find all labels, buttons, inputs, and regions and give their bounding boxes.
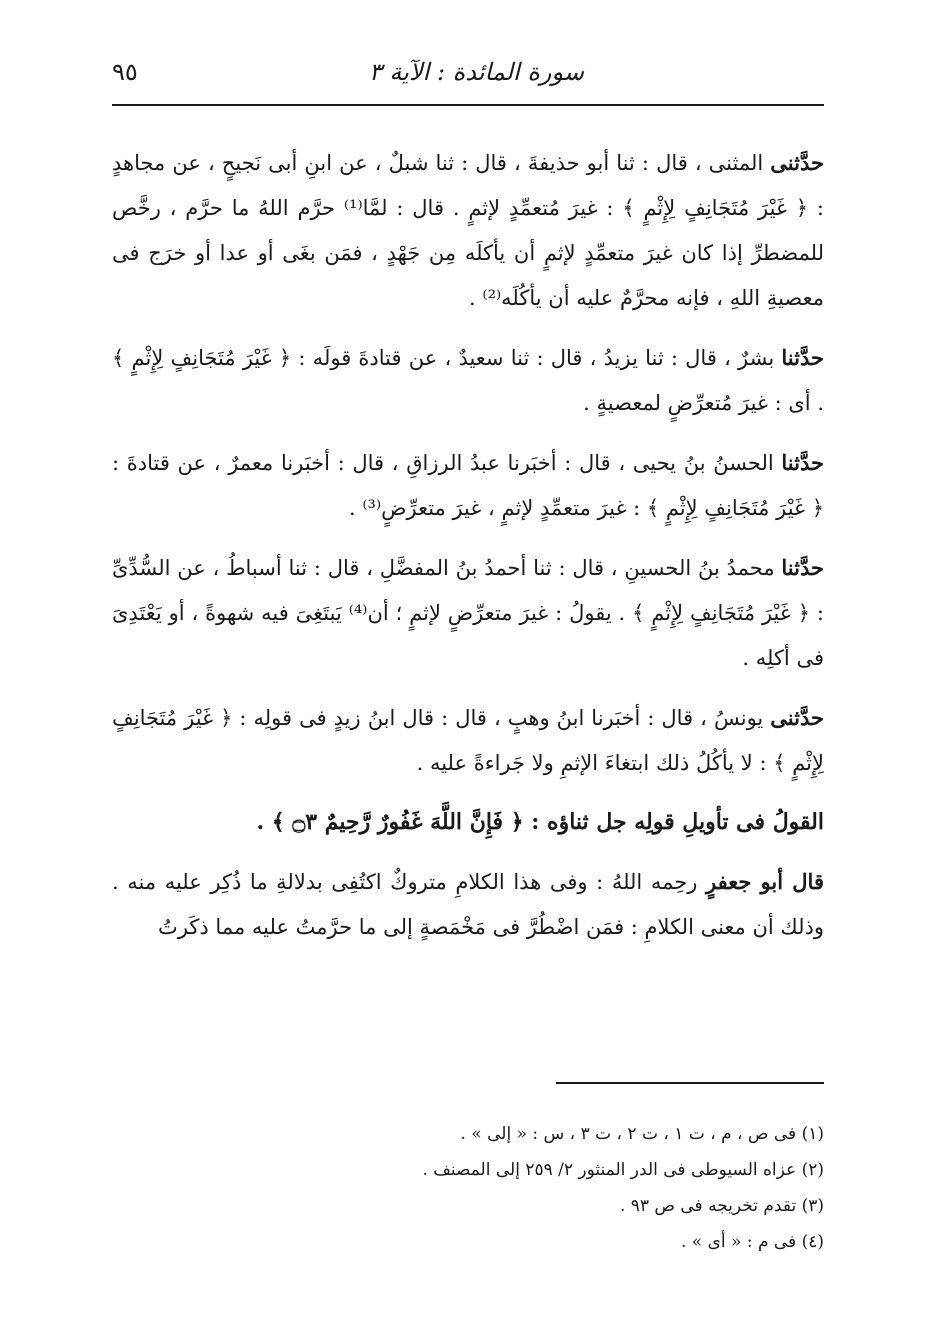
paragraph-2 <box>112 335 824 426</box>
paragraph-lead: حدَّثنا <box>781 450 824 475</box>
footnote-rule <box>556 1082 824 1084</box>
paragraph-6 <box>112 859 824 950</box>
footnote-4: (٤) فى م : « أى » . <box>680 1232 824 1252</box>
page-number: ٩٥ <box>112 58 138 86</box>
footnote-2: (٢) عزاه السيوطى فى الدر المنثور ٢/ ٢٥٩ إلى المصنف . <box>422 1160 824 1180</box>
section-heading: القولُ فى تأويلِ قولِه جل ثناؤه : ﴿ فَإِنَّ اللَّهَ غَفُورٌ رَّحِيمٌ ۝٣ ﴾ . <box>256 809 824 835</box>
paragraph-4 <box>112 545 824 681</box>
paragraph-lead: قال أبو جعفرٍ <box>705 869 824 894</box>
main-text <box>112 140 824 964</box>
paragraph-lead: حدَّثنى <box>770 705 824 730</box>
paragraph-lead: حدَّثنا <box>781 555 824 580</box>
running-title: سورة المائدة : الآية ٣ <box>368 58 584 86</box>
paragraph-lead: حدَّثنى <box>770 150 824 175</box>
paragraph-3 <box>112 440 824 531</box>
paragraph-text: المثنى ، قال : ثنا أبو حذيفةَ ، قال : ثنا شبلٌ ، عن ابنِ أبى نَجيحٍ ، عن مجاهدٍ : ﴿ غَيْرَ مُتَجَانِفٍ لِإِثْمٍ ﴾ : غيرَ مُتعمِّدٍ لإثمٍ . قال : لمَّا⁽¹⁾ حرَّم اللهُ ما حرَّم ، رخَّص للمضطرِّ إذا كان غيرَ متعمِّدٍ لإثمٍ أن يأكلَه مِن جَهْدٍ ، فمَن بغَى أو عدا أو خرَج فى معصيةِ اللهِ ، فإنه محرَّمٌ عليه أن يأكُلَه⁽²⁾ . <box>112 151 824 310</box>
footnotes <box>112 1116 824 1260</box>
paragraph-1 <box>112 140 824 321</box>
footnote-1: (١) فى ص ، م ، ت ١ ، ت ٢ ، ت ٣ ، س : « إلى » . <box>460 1124 824 1144</box>
paragraph-text: محمدُ بنُ الحسينِ ، قال : ثنا أحمدُ بنُ المفضَّلِ ، قال : ثنا أسباطُ ، عن السُّدِّىِّ : ﴿ غَيْرَ مُتَجَانِفٍ لِإِثْمٍ ﴾ . يقولُ : غيرَ متعرِّضٍ لإثمٍ ؛ أن⁽⁴⁾ يَبتَغِىَ فيه شهوةً ، أو يَعْتَدِىَ فى أكلِه . <box>112 556 824 670</box>
paragraph-text: رحِمه اللهُ : وفى هذا الكلامِ متروكٌ اكتُفِى بدلالةِ ما ذُكِر عليه منه . وذلك أن معنى الكلامِ : فمَن اضْطُرَّ فى مَخْمَصةٍ إلى ما حرَّمتُ عليه مما ذكَرتُ <box>112 870 824 939</box>
paragraph-text: بشرٌ ، قال : ثنا يزيدُ ، قال : ثنا سعيدٌ ، عن قتادةَ قولَه : ﴿ غَيْرَ مُتَجَانِفٍ لِإِثْمٍ ﴾ . أى : غيرَ مُتعرِّضٍ لمعصيةٍ . <box>112 346 824 415</box>
paragraph-text: يونسُ ، قال : أخبَرنا ابنُ وهبٍ ، قال : قال ابنُ زيدٍ فى قولِه : ﴿ غَيْرَ مُتَجَانِفٍ لِإِثْمٍ ﴾ : لا يأكُلُ ذلك ابتغاءَ الإثمِ ولا جَراءةً عليه . <box>112 706 824 775</box>
header-rule <box>112 104 824 106</box>
footnote-3: (٣) تقدم تخريجه فى ص ٩٣ . <box>619 1196 824 1216</box>
paragraph-5 <box>112 695 824 786</box>
paragraph-lead: حدَّثنا <box>781 345 824 370</box>
page-header <box>112 56 824 100</box>
paragraph-text: الحسنُ بنُ يحيى ، قال : أخبَرنا عبدُ الرزاقِ ، قال : أخبَرنا معمرٌ ، عن قتادةَ : ﴿ غَيْرَ مُتَجَانِفٍ لِإِثْمٍ ﴾ : غيرَ متعمِّدٍ لإثمٍ ، غيرَ متعرِّضٍ⁽³⁾ . <box>112 451 824 520</box>
